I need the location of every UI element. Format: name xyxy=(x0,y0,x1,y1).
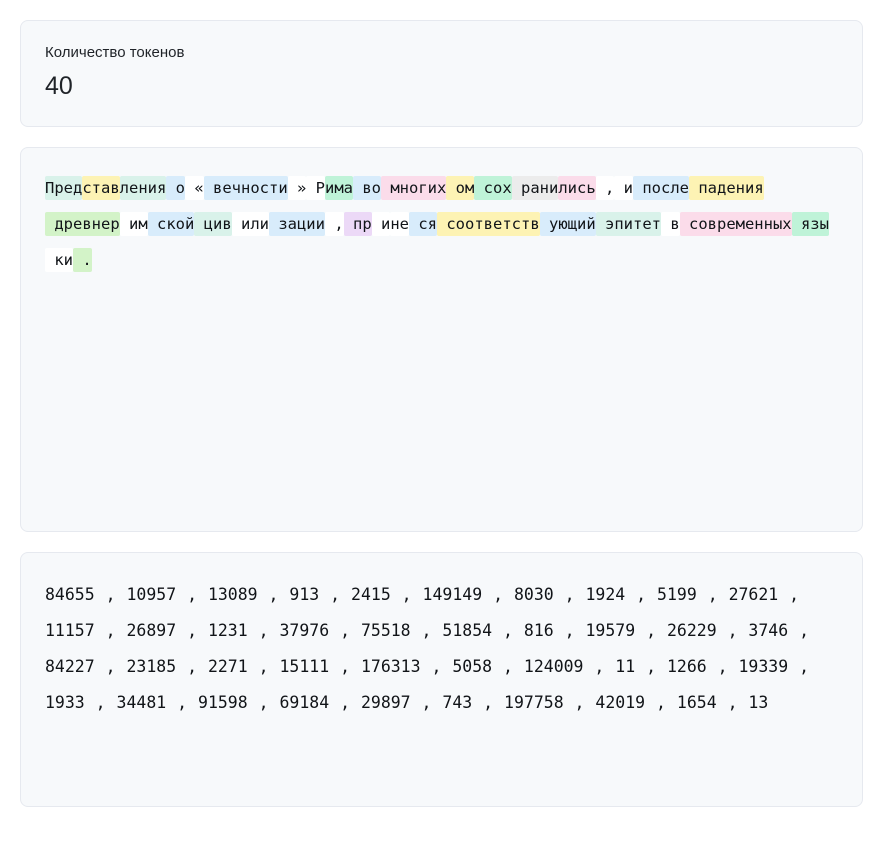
token-chip: « xyxy=(185,176,204,200)
token-chip: Пред xyxy=(45,176,82,200)
token-chip: им xyxy=(120,212,148,236)
token-chip: не xyxy=(390,212,409,236)
token-chip: став xyxy=(82,176,119,200)
token-chip: ления xyxy=(120,176,167,200)
token-count-value: 40 xyxy=(45,71,73,100)
token-count-label: Количество токенов xyxy=(45,44,185,61)
token-chip: и xyxy=(614,176,633,200)
token-chip: соответств xyxy=(437,212,540,236)
token-chip: и xyxy=(372,212,391,236)
token-chip: Р xyxy=(306,176,325,200)
token-chip: современных xyxy=(680,212,792,236)
token-chip: ом xyxy=(446,176,474,200)
token-chip: сох xyxy=(474,176,511,200)
token-chip: цив xyxy=(194,212,231,236)
token-chip: во xyxy=(353,176,381,200)
token-chip: , xyxy=(596,176,615,200)
token-chip: . xyxy=(73,248,92,272)
token-ids-text: 84655 , 10957 , 13089 , 913 , 2415 , 149149 , 8030 , 1924 , 5199 , 27621 , 11157 , 26897 , 1231 , 37976 , 75518 , 51854 , 816 , 19579 , 26229 , 3746 , 84227 , 23185 , 2271 , 15111 , 176313 , 5058 , 124009 , 11 , 1266 , 19339 , 1933 , 34481 , 91598 , 69184 , 29897 , 743 , 197758 , 42019 , 1654 , 13 xyxy=(45,585,810,712)
token-chip: после xyxy=(633,176,689,200)
token-chip: о xyxy=(166,176,185,200)
token-chip: ующий xyxy=(540,212,596,236)
token-ids-card[interactable] xyxy=(20,552,863,807)
token-chip: зации xyxy=(269,212,325,236)
token-chip: ся xyxy=(409,212,437,236)
token-chip: лись xyxy=(558,176,595,200)
token-chip: , xyxy=(325,212,344,236)
token-chip: падения xyxy=(689,176,764,200)
token-chip: » xyxy=(288,176,307,200)
token-chip: вечности xyxy=(204,176,288,200)
token-chip: или xyxy=(232,212,269,236)
tokenized-text xyxy=(45,170,838,278)
token-count-card xyxy=(20,20,863,127)
token-chip: многих xyxy=(381,176,446,200)
token-chip: ки xyxy=(45,248,73,272)
token-chip: рани xyxy=(512,176,559,200)
token-chip: язы xyxy=(792,212,829,236)
token-chip: ской xyxy=(148,212,195,236)
tokenized-text-card[interactable] xyxy=(20,147,863,532)
token-chip: има xyxy=(325,176,353,200)
token-chip: эпитет xyxy=(596,212,661,236)
token-chip: пр xyxy=(344,212,372,236)
token-chip: в xyxy=(661,212,680,236)
token-chip: древнер xyxy=(45,212,120,236)
